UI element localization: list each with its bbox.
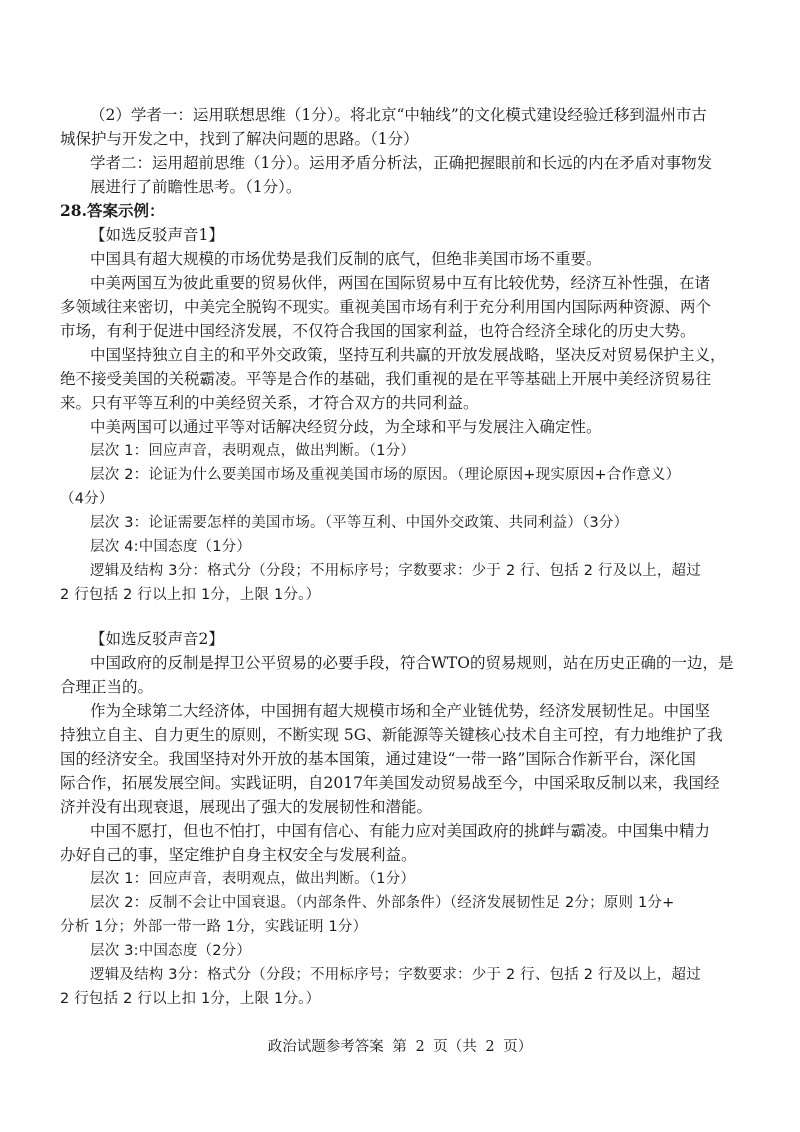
option1-p3-line1: 中国坚持独立自主的和平外交政策，坚持互利共赢的开放发展战略，坚决反对贸易保护主义， xyxy=(90,346,726,364)
option2-p3-line2: 办好自己的事，坚定维护自身主权安全与发展利益。 xyxy=(60,846,417,864)
option1-level3: 层次 3：论证需要怎样的美国市场。（平等互利、中国外交政策、共同利益）（3分） xyxy=(90,515,629,531)
q27-scholar2-line1: 学者二：运用超前思维（1分）。运用矛盾分析法，正确把握眼前和长远的内在矛盾对事物发 xyxy=(90,154,713,172)
option1-level2-line2: （4分） xyxy=(60,491,114,507)
option1-p3-line3: 来。只有平等互利的中美经贸关系，才符合双方的共同利益。 xyxy=(60,394,479,412)
option1-title: 【如选反驳声音1】 xyxy=(90,226,224,244)
option1-p4: 中美两国可以通过平等对话解决经贸分歧，为全球和平与发展注入确定性。 xyxy=(90,418,602,436)
option2-p1-line1: 中国政府的反制是捍卫公平贸易的必要手段，符合WTO的贸易规则，站在历史正确的一边，是 xyxy=(90,654,734,672)
option2-level1: 层次 1：回应声音，表明观点，做出判断。（1分） xyxy=(90,871,416,887)
page-footer: 政治试题参考答案 第 2 页（共 2 页） xyxy=(267,1039,533,1055)
option2-p2-line2: 持独立自主、自力更生的原则，不断实现 5G、新能源等关键核心技术自主可控，有力地维护了我 xyxy=(60,726,723,744)
option2-p3-line1: 中国不愿打，但也不怕打，中国有信心、有能力应对美国政府的挑衅与霸凌。中国集中精力 xyxy=(90,822,711,840)
q27-part2-line1: （2）学者一：运用联想思维（1分）。将北京“中轴线”的文化模式建设经验迁移到温州市古 xyxy=(90,106,707,124)
option1-logic-line1: 逻辑及结构 3分：格式分（分段；不用标序号；字数要求：少于 2 行、包括 2 行及以上，超过 xyxy=(90,563,701,579)
option2-level2-line2: 分析 1分；外部一带一路 1分，实践证明 1分） xyxy=(60,919,368,935)
option2-logic-line2: 2 行包括 2 行以上扣 1分，上限 1分。） xyxy=(60,991,321,1007)
option2-p2-line3: 国的经济安全。我国坚持对外开放的基本国策，通过建设“一带一路”国际合作新平台，深化国 xyxy=(60,750,696,768)
q27-part2-line2: 城保护与开发之中，找到了解决问题的思路。（1分） xyxy=(60,130,419,148)
q27-scholar2-line2: 展进行了前瞻性思考。（1分）。 xyxy=(90,178,302,196)
option1-p2-line3: 市场，有利于促进中国经济发展，不仅符合我国的国家利益，也符合经济全球化的历史大势。 xyxy=(60,322,696,340)
option2-p2-line4: 际合作，拓展发展空间。实践证明，自2017年美国发动贸易战至今，中国采取反制以来，我国经 xyxy=(60,774,720,792)
answer-content xyxy=(60,103,740,1011)
option2-level3: 层次 3:中国态度（2分） xyxy=(90,943,252,959)
option2-title: 【如选反驳声音2】 xyxy=(90,630,224,648)
option1-level4: 层次 4:中国态度（1分） xyxy=(90,539,252,555)
option1-p1: 中国具有超大规模的市场优势是我们反制的底气，但绝非美国市场不重要。 xyxy=(90,250,602,268)
q28-heading: 28.答案示例： xyxy=(60,201,165,220)
option1-p3-line2: 绝不接受美国的关税霸凌。平等是合作的基础，我们重视的是在平等基础上开展中美经济贸易往 xyxy=(60,370,712,388)
option2-level2-line1: 层次 2：反制不会让中国衰退。（内部条件、外部条件）（经济发展韧性足 2分；原则 1分+ xyxy=(90,895,675,911)
section-gap xyxy=(60,607,740,627)
option2-p2-line5: 济并没有出现衰退，展现出了强大的发展韧性和潜能。 xyxy=(60,798,433,816)
option2-logic-line1: 逻辑及结构 3分：格式分（分段；不用标序号；字数要求：少于 2 行、包括 2 行及以上，超过 xyxy=(90,967,701,983)
option1-p2-line2: 多领域往来密切，中美完全脱钩不现实。重视美国市场有利于充分利用国内国际两种资源、两个 xyxy=(60,298,712,316)
option2-p2-line1: 作为全球第二大经济体，中国拥有超大规模市场和全产业链优势，经济发展韧性足。中国坚 xyxy=(90,702,711,720)
option1-p2-line1: 中美两国互为彼此重要的贸易伙伴，两国在国际贸易中互有比较优势，经济互补性强，在诸 xyxy=(90,274,711,292)
option1-logic-line2: 2 行包括 2 行以上扣 1分，上限 1分。） xyxy=(60,587,321,603)
option1-level2-line1: 层次 2：论证为什么要美国市场及重视美国市场的原因。（理论原因+现实原因+合作意义） xyxy=(90,467,681,483)
option2-p1-line2: 合理正当的。 xyxy=(60,678,154,696)
option1-level1: 层次 1：回应声音，表明观点，做出判断。（1分） xyxy=(90,443,416,459)
